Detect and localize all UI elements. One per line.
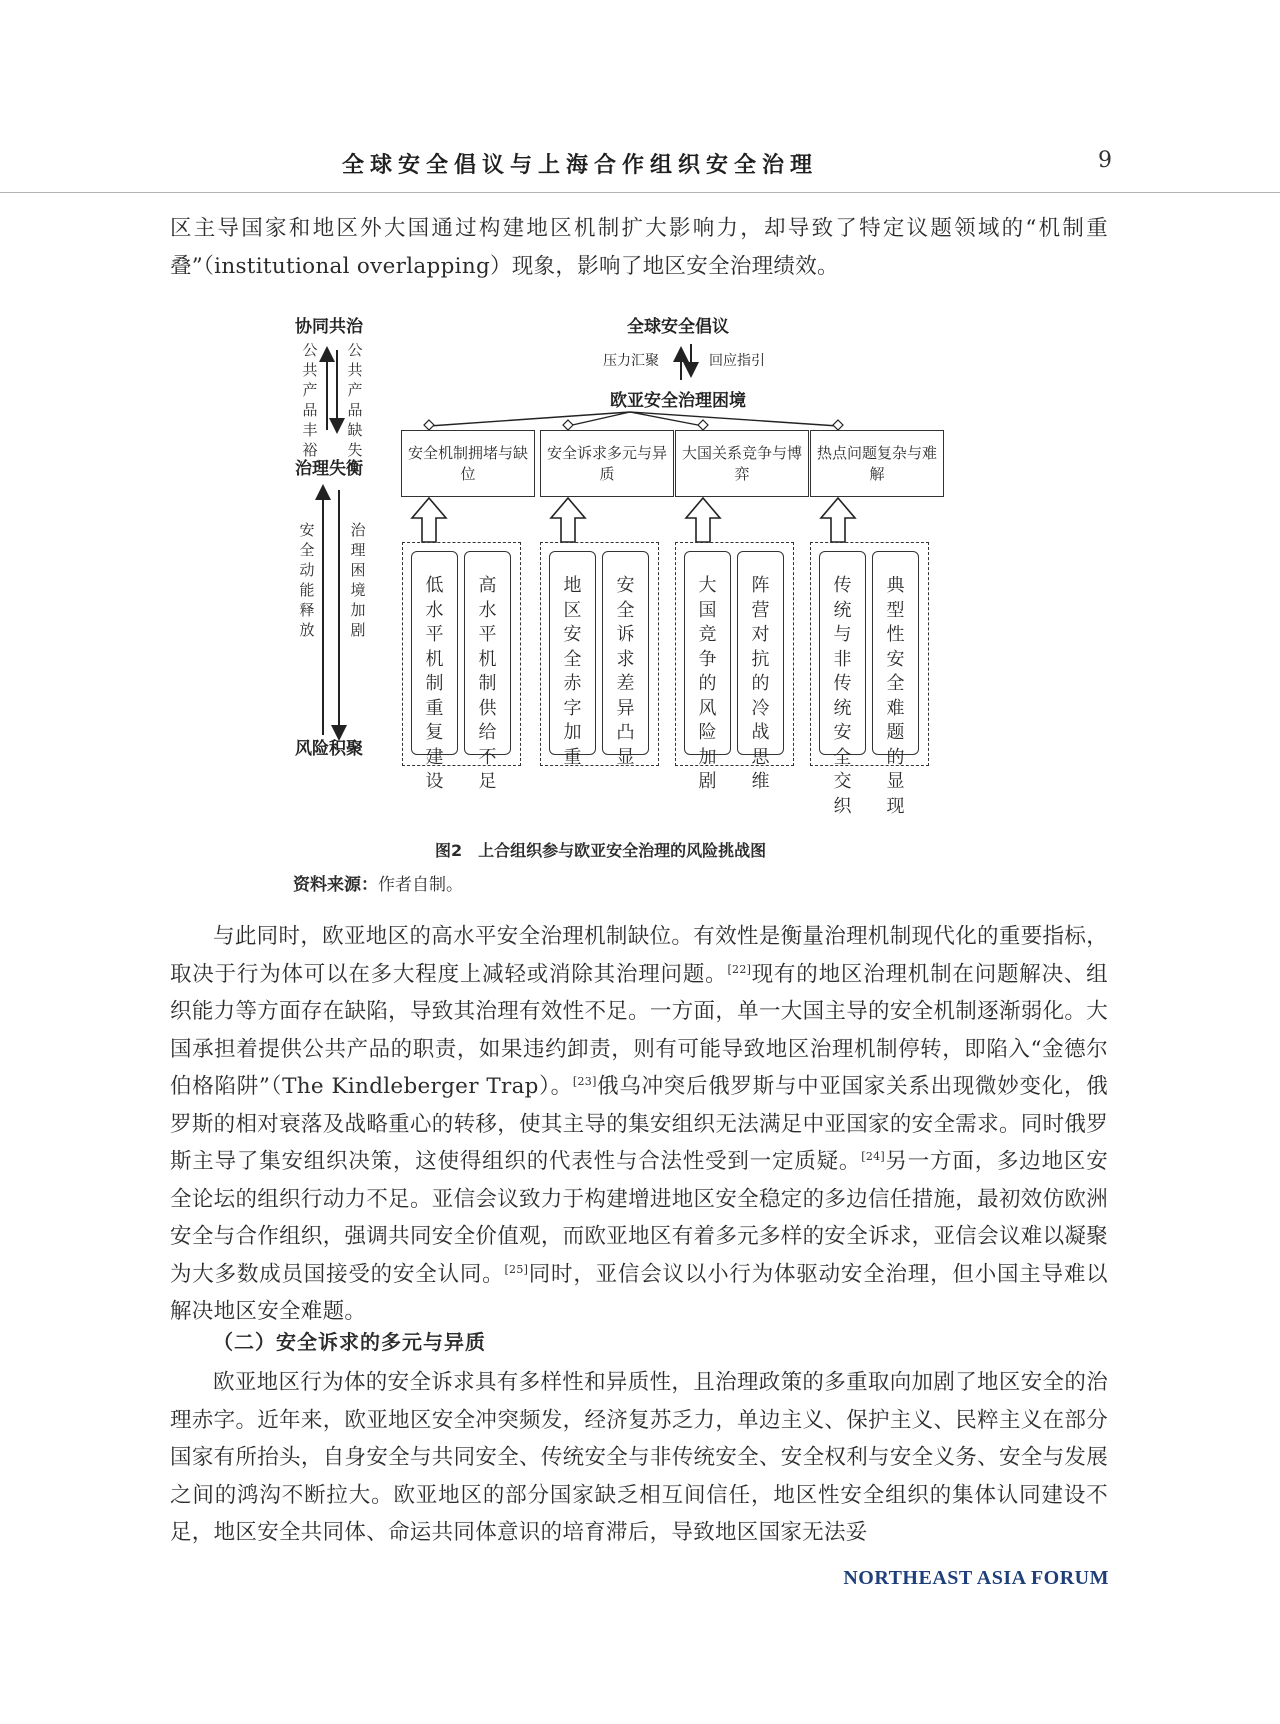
cause-group-4: [810, 542, 929, 817]
p2-text-b: 现有的地区治理机制在问题解决、组织能力等方面存在缺陷，导致其治理有效性不足。一方面，单一大国主导的安全机制逐渐弱化。大国承担着提供公共产品的职责，如果违约卸责，则有可能导致地区治理机制停转，即陷入“金德尔伯格陷阱”（The Kindleberger Trap）。: [170, 961, 1108, 1099]
cause-item: [411, 551, 458, 792]
figure-source: [293, 870, 463, 895]
cause-item: [819, 551, 866, 817]
cause-text: 传统与非传统安全交织: [833, 575, 852, 817]
paragraph-2: [170, 918, 1108, 1331]
cause-text: 阵营对抗的冷战思维: [751, 575, 770, 792]
cause-group-1: [402, 542, 521, 792]
p2-text-c: 俄乌冲突后俄罗斯与中亚国家关系出现微妙变化，俄罗斯的相对衰落及战略重心的转移，使其主导的集安组织无法满足中亚国家的安全需求。同时俄罗斯主导了集安组织决策，这使得组织的代表性与合法性受到一定质疑。: [170, 1074, 1108, 1174]
footnote-ref-22[interactable]: [22]: [727, 962, 752, 976]
cause-text: 安全诉求差异凸显: [616, 575, 635, 768]
source-text: 作者自制。: [378, 875, 463, 895]
journal-footer: NORTHEAST ASIA FORUM: [843, 1567, 1109, 1589]
p2-text-a: 与此同时，欧亚地区的高水平安全治理机制缺位。有效性是衡量治理机制现代化的重要指标，取决于行为体可以在多大程度上减轻或消除其治理问题。: [170, 924, 1108, 987]
label-response: 回应指引: [709, 353, 765, 369]
cause-text: 地区安全赤字加重: [563, 575, 582, 768]
figure-caption: 图2 上合组织参与欧亚安全治理的风险挑战图: [435, 841, 767, 860]
cause-text: 高水平机制供给不足: [478, 575, 497, 792]
cause-text: 低水平机制重复建设: [425, 575, 444, 792]
challenge-box-4: 热点问题复杂与难解: [810, 430, 944, 497]
label-public-goods-abundant: 公共产品丰裕: [302, 341, 318, 459]
label-pressure: 压力汇聚: [603, 353, 659, 369]
label-public-goods-lacking: 公共产品缺失: [347, 341, 363, 459]
branch-lines: [429, 412, 838, 426]
paragraph-3: 欧亚地区行为体的安全诉求具有多样性和异质性，且治理政策的多重取向加剧了地区安全的治理赤字。近年来，欧亚地区安全冲突频发，经济复苏乏力，单边主义、保护主义、民粹主义在部分国家有所抬头，自身安全与共同安全、传统安全与非传统安全、安全权利与安全义务、安全与发展之间的鸿沟不断拉大。欧亚地区的部分国家缺乏相互间信任，地区性安全组织的集体认同建设不足，地区安全共同体、命运共同体意识的培育滞后，导致地区国家无法妥: [170, 1370, 1108, 1545]
eurasia-governance-dilemma: 欧亚安全治理困境: [610, 391, 746, 411]
risk-challenge-figure: [285, 317, 1005, 870]
challenge-box-3: 大国关系竞争与博弈: [675, 430, 809, 497]
section-subheading: （二）安全诉求的多元与异质: [213, 1330, 486, 1354]
cause-item: [737, 551, 784, 792]
running-header-title: 全球安全倡议与上海合作组织安全治理: [341, 153, 818, 178]
p2-text-e: 同时，亚信会议以小行为体驱动安全治理，但小国主导难以解决地区安全难题。: [170, 1261, 1108, 1324]
label-collaborative-governance: 协同共治: [295, 317, 363, 337]
label-risk-accumulation: 风险积聚: [295, 739, 363, 759]
challenge-box-2: 安全诉求多元与异质: [540, 430, 674, 497]
cause-text: 典型性安全难题的显现: [886, 575, 905, 817]
footnote-ref-24[interactable]: [24]: [861, 1149, 886, 1163]
cause-group-3: [675, 542, 794, 792]
cause-group-2: [540, 542, 659, 766]
footnote-ref-25[interactable]: [25]: [504, 1262, 529, 1276]
footnote-ref-23[interactable]: [23]: [572, 1074, 597, 1088]
cause-item: [872, 551, 919, 817]
label-security-momentum: 安全动能释放: [299, 521, 315, 639]
cause-item: [684, 551, 731, 792]
label-governance-dilemma-intensified: 治理困境加剧: [350, 521, 366, 639]
page-number: 9: [1098, 148, 1112, 173]
running-header: [0, 136, 1280, 193]
cause-text: 大国竞争的风险加剧: [698, 575, 717, 792]
global-security-initiative: 全球安全倡议: [627, 317, 729, 337]
label-governance-imbalance: 治理失衡: [295, 459, 363, 479]
cause-item: [464, 551, 511, 792]
challenge-box-1: 安全机制拥堵与缺位: [401, 430, 535, 497]
p2-text-d: 另一方面，多边地区安全论坛的组织行动力不足。亚信会议致力于构建增进地区安全稳定的多边信任措施，最初效仿欧洲安全与合作组织，强调共同安全价值观，而欧亚地区有着多元多样的安全诉求，亚信会议难以凝聚为大多数成员国接受的安全认同。: [170, 1149, 1108, 1287]
paragraph-1: 区主导国家和地区外大国通过构建地区机制扩大影响力，却导致了特定议题领域的“机制重叠”（institutional overlapping）现象，影响了地区安全治理绩效。: [170, 216, 1108, 279]
cause-item: [602, 551, 649, 768]
source-label: 资料来源：: [293, 875, 378, 895]
hollow-arrows: [412, 498, 855, 542]
cause-item: [549, 551, 596, 768]
